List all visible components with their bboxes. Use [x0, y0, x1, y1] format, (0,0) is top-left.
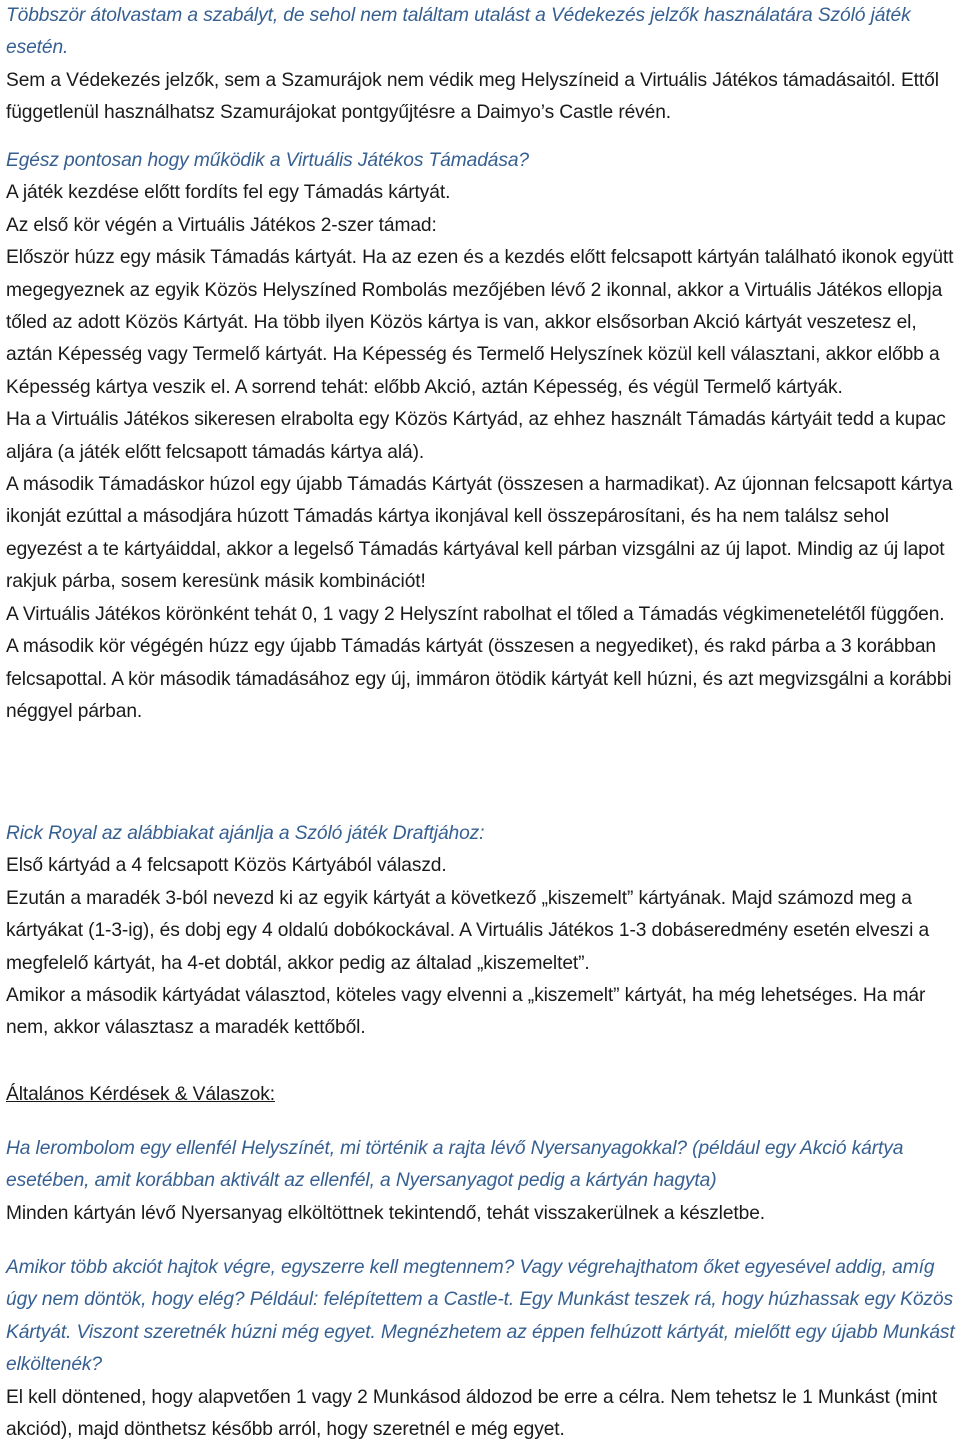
faq-item-2: [6, 1252, 958, 1446]
virtual-attack-paragraph-7: A második kör végégén húzz egy újabb Támadás kártyát (összesen a negyediket), és rakd párba a 3 korábban felcsapottal. A kör második támadásához egy új, immáron ötödik kártyát kell húzni, és azt megvizsgálni a korábbi néggyel párban.: [6, 636, 952, 722]
virtual-attack-paragraph-2: Az első kör végén a Virtuális Játékos 2-szer támad:: [6, 214, 437, 236]
virtual-attack-paragraph-6: A Virtuális Játékos körönként tehát 0, 1 vagy 2 Helyszínt rabolhat el tőled a Támadás végkimenetelétől függően.: [6, 603, 945, 625]
virtual-attack-paragraph-1: A játék kezdése előtt fordíts fel egy Támadás kártyát.: [6, 182, 451, 204]
intro-answer: Sem a Védekezés jelzők, sem a Szamurájok nem védik meg Helyszíneid a Virtuális Játékos támadásaitól. Ettől függetlenül használhatsz Szamurájokat pontgyűjtésre a Daimyo’s Castle révén.: [6, 69, 939, 124]
virtual-attack-paragraph-5: A második Támadáskor húzol egy újabb Támadás Kártyát (összesen a harmadikat). Az újonnan felcsapott kártya ikonját ezúttal a másodjára húzott Támadás kártya ikonjával kell összepárosítani, és ha nem találsz sehol egyezést a te kártyáiddal, akkor a legelső Támadás kártyával kell párban vizsgálni az új lapot. Mindig az új lapot rakjuk párba, sosem keresünk másik kombinációt!: [6, 474, 953, 593]
intro-question: Többször átolvastam a szabályt, de sehol nem találtam utalást a Védekezés jelzők használatára Szóló játék esetén.: [6, 5, 911, 59]
faq-heading-block: [6, 1079, 958, 1111]
faq-question-1: Ha lerombolom egy ellenfél Helyszínét, mi történik a rajta lévő Nyersanyagokkal? (például egy Akció kártya esetében, amit korábban aktivált az ellenfél, a Nyersanyagot pedig a kártyán hagyta): [6, 1138, 904, 1192]
draft-paragraph-1: Első kártyád a 4 felcsapott Közös Kártyából válaszd.: [6, 855, 447, 877]
virtual-attack-paragraph-4: Ha a Virtuális Játékos sikeresen elrabolta egy Közös Kártyád, az ehhez használt Támadás kártyáit tedd a kupac aljára (a játék előtt felcsapott támadás kártya alá).: [6, 409, 946, 463]
faq-heading: Általános Kérdések & Válaszok:: [6, 1084, 275, 1105]
intro-section: [6, 0, 958, 130]
draft-paragraph-2: Ezután a maradék 3-ból nevezd ki az egyik kártyát a következő „kiszemelt” kártyának. Majd számozd meg a kártyákat (1-3-ig), és dobj egy 4 oldalú dobókockával. A Virtuális Játékos 1-3 dobáseredmény esetén elveszi a megfelelő kártyát, ha 4-et dobtál, akkor pedig az általad „kiszemeltet”.: [6, 887, 930, 974]
faq-item-1: [6, 1133, 958, 1230]
faq-answer-1: Minden kártyán lévő Nyersanyag elköltöttnek tekintendő, tehát visszakerülnek a készletbe.: [6, 1202, 766, 1224]
virtual-attack-question: Egész pontosan hogy működik a Virtuális Játékos Támadása?: [6, 150, 529, 171]
virtual-attack-section: [6, 145, 958, 728]
virtual-attack-paragraph-3: Először húzz egy másik Támadás kártyát. Ha az ezen és a kezdés előtt felcsapott kártyán található ikonok együtt megegyeznek az egyik Közös Helyszíned Rombolás mezőjében lévő 2 ikonnal, akkor a Virtuális Játékos ellopja tőled az adott Közös Kártyát. Ha több ilyen Közös kártya is van, akkor elsősorban Akció kártyát veszetesz el, aztán Képesség vagy Termelő kártyát. Ha Képesség és Termelő Helyszínek közül kell választani, akkor előbb a Képesség kártya veszik el. A sorrend tehát: előbb Akció, aztán Képesség, és végül Termelő kártyák.: [6, 247, 954, 398]
draft-paragraph-3: Amikor a második kártyádat választod, köteles vagy elvenni a „kiszemelt” kártyát, ha még lehetséges. Ha már nem, akkor választasz a maradék kettőből.: [6, 985, 926, 1039]
faq-answer-2: El kell döntened, hogy alapvetően 1 vagy 2 Munkásod áldozod be erre a célra. Nem tehetsz le 1 Munkást (mint akciód), majd dönthetsz később arról, hogy szeretnél e még egyet.: [6, 1386, 938, 1441]
draft-section: [6, 818, 958, 1045]
faq-question-2: Amikor több akciót hajtok végre, egyszerre kell megtennem? Vagy végrehajthatom őket egyesével addig, amíg úgy nem döntök, hogy elég? Például: felépítettem a Castle-t. Egy Munkást teszek rá, hogy húzhassak egy Közös Kártyát. Viszont szeretnék húzni még egyet. Megnézhetem az éppen felhúzott kártyát, mielőtt egy újabb Munkást elköltenék?: [6, 1257, 955, 1376]
draft-heading: Rick Royal az alábbiakat ajánlja a Szóló játék Draftjához:: [6, 823, 485, 844]
